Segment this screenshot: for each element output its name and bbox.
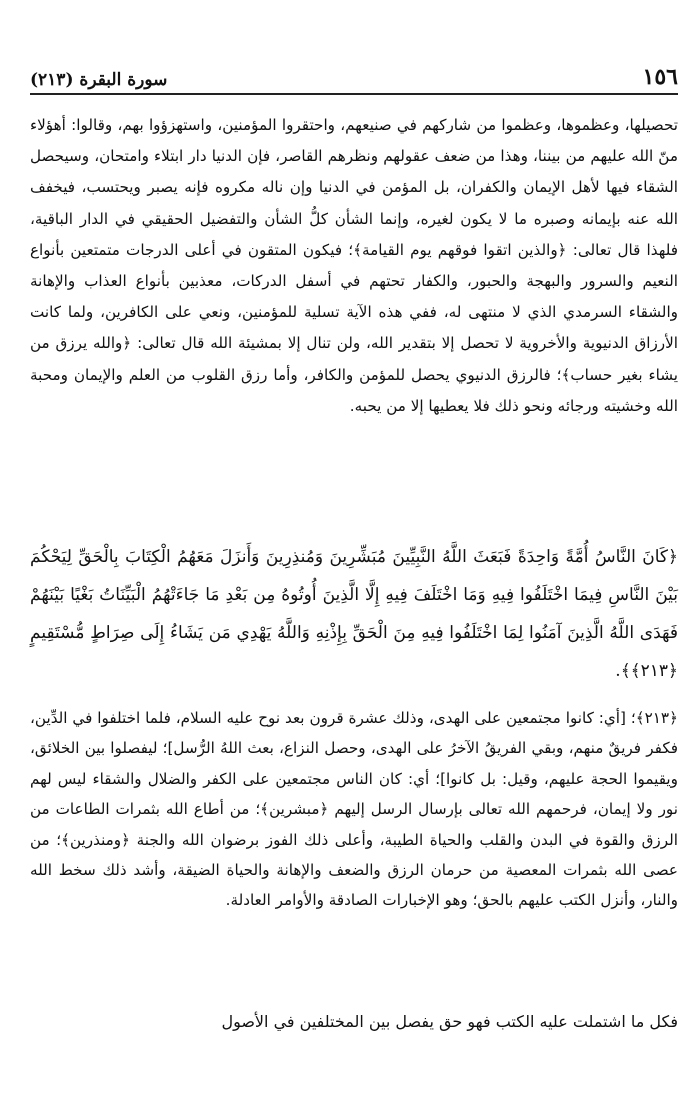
closing-text: فكل ما اشتملت عليه الكتب فهو حق يفصل بين المختلفين في الأصول <box>221 1012 678 1031</box>
tafsir-text: ﴿٢١٣﴾؛ [أي: كانوا مجتمعين على الهدى، وذلك عشرة قرون بعد نوح عليه السلام، فلما اختلفوا في الدِّين، فكفر فريقٌ منهم، وبقي الفريقُ الآخرُ على الهدى، وحصل النزاع، بعث اللهُ الرُّسل]؛ ليفصلوا بين الخلائق، ويقيموا الحجة عليهم، وقيل: بل كانوا]؛ أي: كان الناس مجتمعين على الكفر والضلال والشقاء ليس لهم نور ولا إيمان، فرحمهم الله تعالى بإرسال الرسل إليهم ﴿مبشرين﴾؛ من أطاع الله بثمرات الطاعات من الرزق والقوة في البدن والقلب والحياة الطيبة، وأعلى ذلك الفوز برضوان الله والجنة ﴿ومنذرين﴾؛ من عصى الله بثمرات المعصية من حرمان الرزق والضعف والإهانة والحياة الضيقة، وأشد ذلك سخط الله والنار، وأنزل الكتب عليهم بالحق؛ وهو الإخبارات الصادقة والأوامر العادلة. <box>30 709 678 910</box>
verse-text: ﴿كَانَ النَّاسُ أُمَّةً وَاحِدَةً فَبَعَثَ اللَّهُ النَّبِيِّينَ مُبَشِّرِينَ وَمُنذِرِينَ وَأَنزَلَ مَعَهُمُ الْكِتَابَ بِالْحَقِّ لِيَحْكُمَ بَيْنَ النَّاسِ فِيمَا اخْتَلَفُوا فِيهِ وَمَا اخْتَلَفَ فِيهِ إِلَّا الَّذِينَ أُوتُوهُ مِن بَعْدِ مَا جَاءَتْهُمُ الْبَيِّنَاتُ بَغْيًا بَيْنَهُمْ فَهَدَى اللَّهُ الَّذِينَ آمَنُوا لِمَا اخْتَلَفُوا فِيهِ مِنَ الْحَقِّ بِإِذْنِهِ وَاللَّهُ يَهْدِي مَن يَشَاءُ إِلَى صِرَاطٍ مُّسْتَقِيمٍ ﴿٢١٣﴾﴾. <box>30 547 678 681</box>
header-divider <box>30 93 678 95</box>
tafsir-paragraph <box>30 703 678 916</box>
intro-paragraph <box>30 110 678 422</box>
page-header <box>30 58 678 90</box>
surah-title: سورة البقرة (٢١٣) <box>30 70 168 90</box>
closing-paragraph <box>30 1005 678 1039</box>
quran-verse-block <box>30 538 678 690</box>
intro-text: تحصيلها، وعظموها، وعظموا من شاركهم في صنيعهم، واحتقروا المؤمنين، واستهزؤوا بهم، وقالوا: أهؤلاء منّ الله عليهم من بيننا، وهذا من ضعف عقولهم ونظرهم القاصر، فإن الدنيا دار ابتلاء وامتحان، وسيحصل الشقاء فيها لأهل الإيمان والكفران، بل المؤمن في الدنيا وإن ناله مكروه فإنه يصبر ويحتسب، فيخفف الله عنه بإيمانه وصبره ما لا يكون لغيره، وإنما الشأن كلُّ الشأن والتفضيل الحقيقي في الدار الباقية، فلهذا قال تعالى: ﴿والذين اتقوا فوقهم يوم القيامة﴾؛ فيكون المتقون في أعلى الدرجات متمتعين بأنواع النعيم والسرور والبهجة والحبور، والكفار تحتهم في أسفل الدركات، معذبين بأنواع العذاب والإهانة والشقاء السرمدي الذي لا منتهى له، ففي هذه الآية تسلية للمؤمنين، ونعي على الكافرين، ولما كانت الأرزاق الدنيوية والأخروية لا تحصل إلا بتقدير الله، ولن تنال إلا بمشيئة الله قال تعالى: ﴿والله يرزق من يشاء بغير حساب﴾؛ فالرزق الدنيوي يحصل للمؤمن والكافر، وأما رزق القلوب من العلم والإيمان ومحبة الله وخشيته ورجائه ونحو ذلك فلا يعطيها إلا من يحبه. <box>30 116 678 415</box>
page-number: ١٥٦ <box>642 64 678 90</box>
